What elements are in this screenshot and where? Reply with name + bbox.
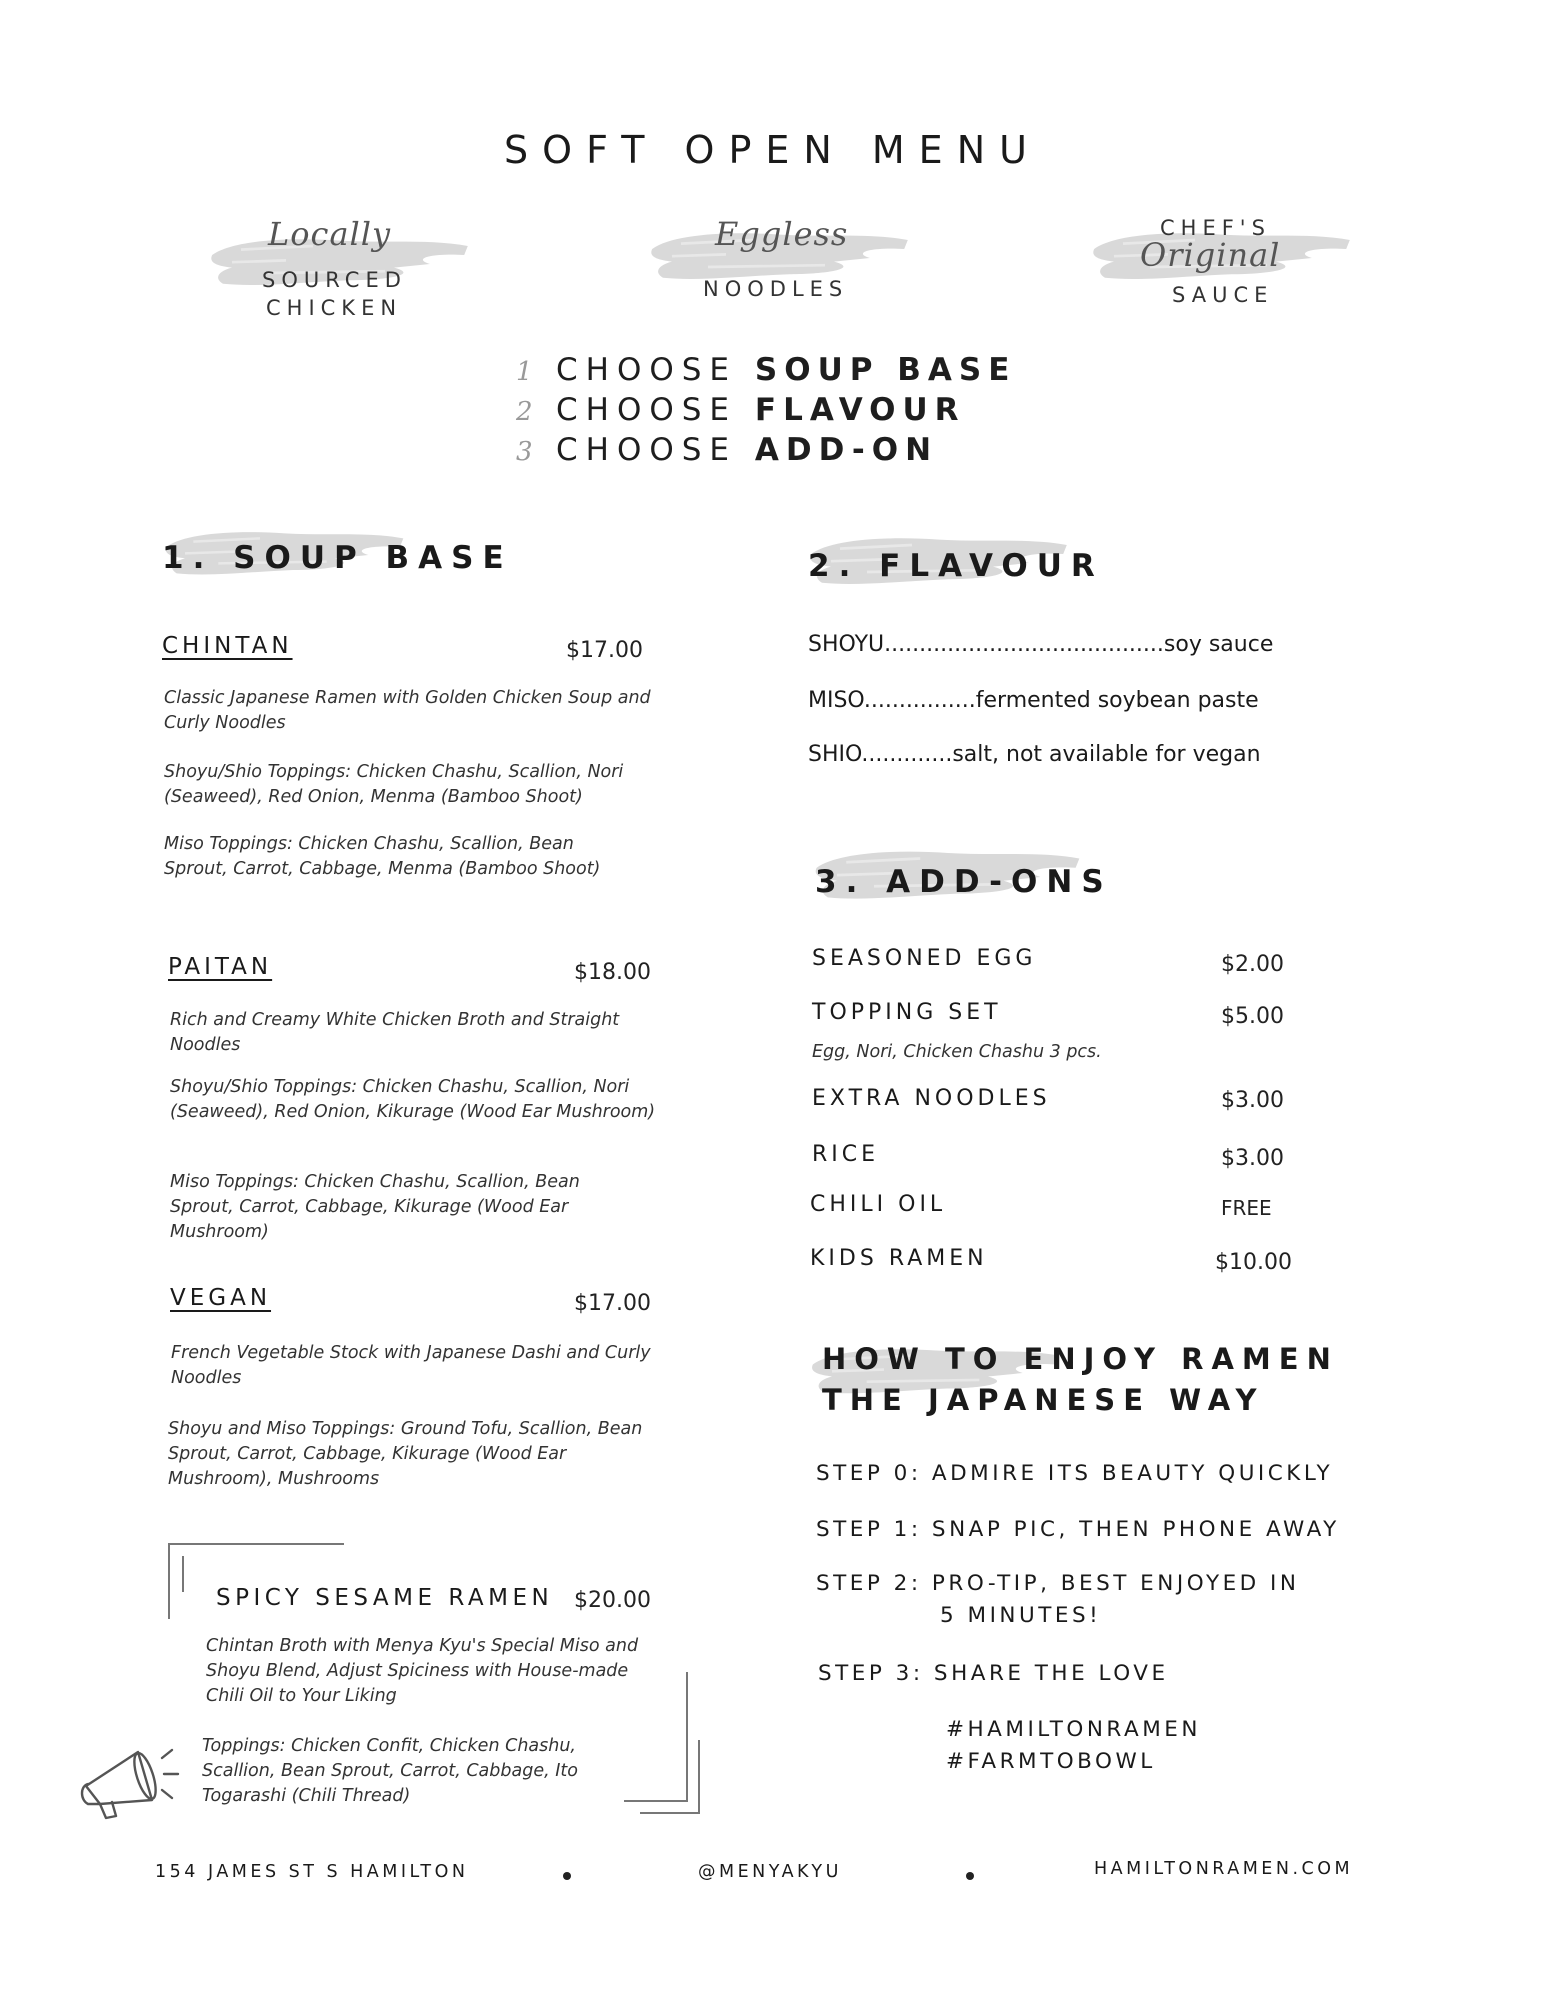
section-title-how-to-enjoy: THE JAPANESE WAY: [822, 1383, 1265, 1417]
howto-step: STEP 0: ADMIRE ITS BEAUTY QUICKLY: [816, 1461, 1334, 1486]
ordering-step: [516, 352, 1016, 392]
hashtag: #HAMILTONRAMEN: [946, 1717, 1201, 1742]
howto-step: STEP 3: SHARE THE LOVE: [818, 1661, 1169, 1686]
flavour-name: SHIO: [808, 742, 862, 767]
special-item-price: $20.00: [574, 1588, 651, 1613]
special-item-description: Toppings: Chicken Confit, Chicken Chashu, Scallion, Bean Sprout, Carrot, Cabbage, Ito Togarashi (Chili Thread): [202, 1736, 578, 1806]
ordering-steps: [516, 352, 1016, 472]
footer-social[interactable]: @MENYAKYU: [698, 1862, 842, 1882]
howto-step: STEP 1: SNAP PIC, THEN PHONE AWAY: [816, 1517, 1340, 1542]
menu-item-description: Miso Toppings: Chicken Chashu, Scallion, Bean Sprout, Carrot, Cabbage, Menma (Bamboo Shoot): [164, 834, 601, 879]
frame-line: [640, 1812, 700, 1814]
addon-price: $3.00: [1221, 1088, 1284, 1113]
menu-item-name: PAITAN: [168, 954, 273, 980]
addon-price: $3.00: [1221, 1146, 1284, 1171]
footer-website[interactable]: HAMILTONRAMEN.COM: [1094, 1859, 1354, 1879]
section-title-add-ons: 3. ADD-ONS: [815, 864, 1113, 900]
special-item-name: SPICY SESAME RAMEN: [216, 1585, 554, 1611]
menu-item-price: $17.00: [574, 1291, 651, 1316]
footer-address: 154 JAMES ST S HAMILTON: [155, 1862, 469, 1882]
step-bold: SOUP BASE: [754, 352, 1017, 388]
section-title-how-to-enjoy: HOW TO ENJOY RAMEN: [822, 1342, 1339, 1376]
flavour-item: [808, 632, 1273, 657]
feature-script: Locally: [268, 215, 392, 253]
step-text: CHOOSE: [556, 392, 738, 428]
addon-price: $10.00: [1215, 1250, 1292, 1275]
section-title-soup-base: 1. SOUP BASE: [162, 540, 513, 576]
addon-name: KIDS RAMEN: [810, 1246, 988, 1271]
howto-step: STEP 2: PRO-TIP, BEST ENJOYED IN: [816, 1571, 1300, 1596]
addon-name: RICE: [812, 1142, 880, 1167]
flavour-item: [808, 742, 1261, 767]
menu-item-name: VEGAN: [170, 1285, 272, 1311]
flavour-item: [808, 688, 1259, 713]
addon-name: SEASONED EGG: [812, 946, 1037, 971]
flavour-name: MISO: [808, 688, 864, 713]
footer-separator-dot: [966, 1872, 974, 1880]
addon-name: CHILI OIL: [810, 1192, 947, 1217]
menu-item-description: Shoyu and Miso Toppings: Ground Tofu, Scallion, Bean Sprout, Carrot, Cabbage, Kikurage (Wood Ear Mushroom), Mushrooms: [168, 1419, 643, 1489]
frame-line: [624, 1800, 688, 1802]
menu-item-name: CHINTAN: [162, 633, 293, 659]
flavour-description: salt, not available for vegan: [952, 742, 1261, 767]
feature-caps: CHICKEN: [266, 296, 403, 320]
section-title-flavour: 2. FLAVOUR: [808, 548, 1104, 584]
menu-item-price: $18.00: [574, 960, 651, 985]
feature-caps: NOODLES: [703, 277, 849, 301]
step-bold: FLAVOUR: [754, 392, 966, 428]
menu-item-description: Rich and Creamy White Chicken Broth and Straight Noodles: [170, 1010, 620, 1055]
menu-item-description: Shoyu/Shio Toppings: Chicken Chashu, Scallion, Nori (Seaweed), Red Onion, Kikurage (Wood Ear Mushroom): [170, 1077, 656, 1122]
feature-caps: SOURCED: [262, 268, 407, 292]
howto-step: 5 MINUTES!: [940, 1603, 1102, 1628]
menu-item-description: Classic Japanese Ramen with Golden Chicken Soup and Curly Noodles: [164, 688, 651, 733]
addon-name: EXTRA NOODLES: [812, 1086, 1051, 1111]
addon-name: TOPPING SET: [812, 1000, 1002, 1025]
ordering-step: [516, 392, 1016, 432]
menu-item-description: Shoyu/Shio Toppings: Chicken Chashu, Scallion, Nori (Seaweed), Red Onion, Menma (Bamboo Shoot): [164, 762, 624, 807]
menu-item-description: Miso Toppings: Chicken Chashu, Scallion, Bean Sprout, Carrot, Cabbage, Kikurage (Wood Ear Mushroom): [170, 1172, 580, 1242]
feature-caps: CHEF'S: [1160, 216, 1271, 240]
addon-price: FREE: [1221, 1196, 1272, 1220]
dot-leader: ................: [863, 688, 976, 713]
menu-item-description: French Vegetable Stock with Japanese Dashi and Curly Noodles: [171, 1343, 651, 1388]
frame-line: [698, 1740, 700, 1812]
dot-leader: ........................................: [884, 632, 1164, 657]
page-title: SOFT OPEN MENU: [504, 128, 1041, 172]
step-text: CHOOSE: [556, 432, 738, 468]
megaphone-icon: [78, 1728, 182, 1820]
flavour-name: SHOYU: [808, 632, 885, 657]
step-bold: ADD-ON: [754, 432, 939, 468]
flavour-description: soy sauce: [1163, 632, 1274, 657]
special-item-description: Chintan Broth with Menya Kyu's Special Miso and Shoyu Blend, Adjust Spiciness with House-made Chili Oil to Your Liking: [206, 1636, 639, 1706]
ordering-step: [516, 432, 1016, 472]
frame-line: [686, 1672, 688, 1800]
dot-leader: .............: [861, 742, 953, 767]
addon-price: $5.00: [1221, 1004, 1284, 1029]
step-number: 2: [516, 397, 533, 427]
step-number: 3: [516, 437, 533, 467]
hashtag: #FARMTOBOWL: [946, 1749, 1156, 1774]
frame-line: [168, 1543, 344, 1545]
step-text: CHOOSE: [556, 352, 738, 388]
addon-note: Egg, Nori, Chicken Chashu 3 pcs.: [812, 1042, 1102, 1062]
frame-line: [182, 1556, 184, 1592]
feature-script: Eggless: [715, 215, 849, 253]
step-number: 1: [516, 357, 533, 387]
feature-caps: SAUCE: [1172, 283, 1274, 307]
frame-line: [168, 1543, 170, 1619]
footer-separator-dot: [563, 1872, 571, 1880]
addon-price: $2.00: [1221, 952, 1284, 977]
menu-item-price: $17.00: [566, 638, 643, 663]
flavour-description: fermented soybean paste: [975, 688, 1259, 713]
feature-script: Original: [1140, 236, 1281, 274]
